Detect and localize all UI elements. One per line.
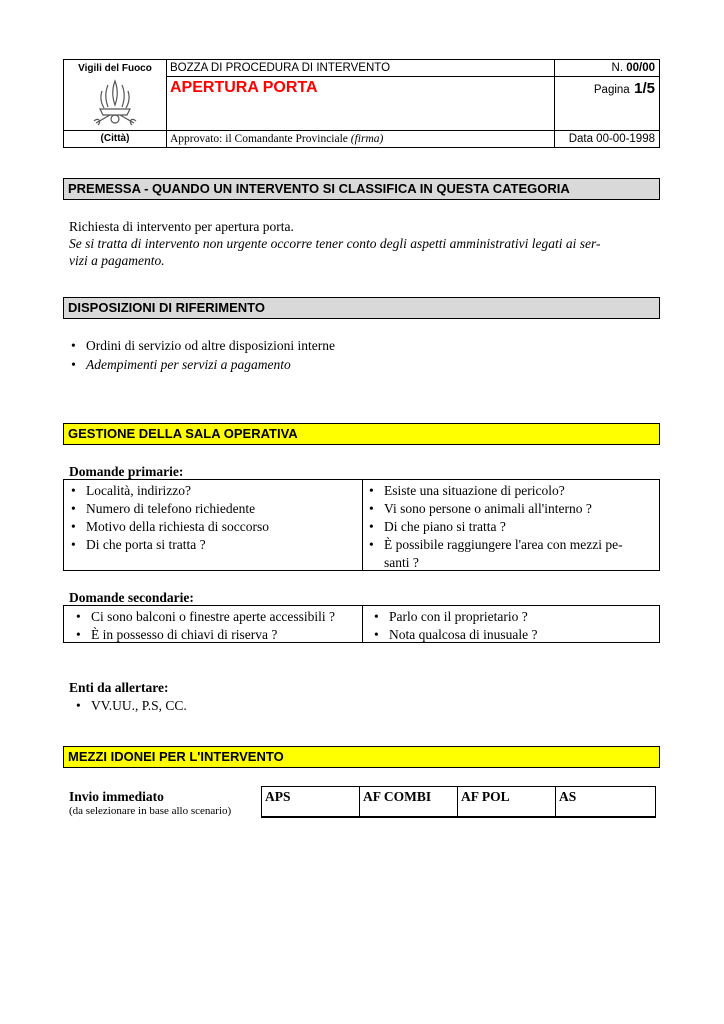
table-cell: santi ?	[384, 555, 419, 570]
primarie-table	[63, 479, 660, 571]
vehicle-cell-aps: APS	[261, 786, 360, 818]
table-cell: • Numero di telefono richiedente	[86, 500, 255, 517]
header-divider	[64, 130, 166, 131]
invio-note: (da selezionare in base allo scenario)	[69, 805, 232, 817]
header-divider	[166, 76, 659, 77]
page-label: Pagina	[593, 84, 630, 96]
doc-type: BOZZA DI PROCEDURA DI INTERVENTO	[170, 62, 391, 74]
table-divider	[362, 480, 363, 570]
doc-number-label: N.	[611, 62, 624, 74]
page-title: APERTURA PORTA	[170, 79, 318, 96]
vehicle-cell-as: AS	[555, 786, 656, 818]
doc-number	[612, 62, 655, 74]
approval-line	[170, 133, 383, 145]
header-divider	[554, 60, 555, 147]
list-item: • Adempimenti per servizi a pagamento	[86, 356, 291, 373]
table-divider	[362, 606, 363, 642]
enti-label: Enti da allertare:	[69, 680, 169, 695]
org-name: Vigili del Fuoco	[78, 63, 152, 74]
vehicle-cell-af-combi: AF COMBI	[359, 786, 458, 818]
page-value: 1/5	[634, 80, 655, 97]
premessa-line-1: Richiesta di intervento per apertura porta.	[69, 219, 294, 234]
section-mezzi-title: MEZZI IDONEI PER L'INTERVENTO	[63, 746, 660, 768]
approval-text: Approvato: il Comandante Provinciale	[170, 133, 348, 145]
page-indicator	[594, 80, 655, 98]
list-item: • VV.UU., P.S, CC.	[91, 697, 187, 714]
doc-number-value: 00/00	[626, 62, 655, 74]
primarie-label: Domande primarie:	[69, 464, 184, 479]
table-cell: • Parlo con il proprietario ?	[389, 608, 528, 625]
secondarie-table	[63, 605, 660, 643]
vehicle-cell-af-pol: AF POL	[457, 786, 556, 818]
fire-brigade-emblem-icon	[90, 77, 140, 129]
table-cell: • Ci sono balconi o finestre aperte accessibili ?	[91, 608, 335, 625]
table-cell: • Di che piano si tratta ?	[384, 518, 506, 535]
table-cell: • Località, indirizzo?	[86, 482, 191, 499]
table-cell: • Esiste una situazione di pericolo?	[384, 482, 565, 499]
approval-signature: (firma)	[350, 133, 384, 145]
section-disposizioni-title: DISPOSIZIONI DI RIFERIMENTO	[63, 297, 660, 319]
table-cell: • Nota qualcosa di inusuale ?	[389, 626, 537, 643]
invio-label: Invio immediato	[69, 789, 164, 804]
table-cell: • È possibile raggiungere l'area con mezzi pe-	[384, 536, 623, 553]
list-item: • Ordini di servizio od altre disposizioni interne	[86, 337, 335, 354]
city-label: (Città)	[100, 133, 130, 144]
section-sala-title: GESTIONE DELLA SALA OPERATIVA	[63, 423, 660, 445]
table-cell: • Motivo della richiesta di soccorso	[86, 518, 269, 535]
section-premessa-title: PREMESSA - QUANDO UN INTERVENTO SI CLASSIFICA IN QUESTA CATEGORIA	[63, 178, 660, 200]
header-divider	[166, 130, 659, 131]
table-cell: • Di che porta si tratta ?	[86, 536, 206, 553]
premessa-line-2: Se si tratta di intervento non urgente occorre tener conto degli aspetti amministrativi legati ai ser-	[69, 236, 601, 251]
header-table	[63, 59, 660, 148]
secondarie-label: Domande secondarie:	[69, 590, 194, 605]
doc-date: Data 00-00-1998	[568, 133, 655, 145]
premessa-line-3: vizi a pagamento.	[69, 253, 165, 268]
header-divider	[166, 60, 167, 147]
table-cell: • Vi sono persone o animali all'interno ?	[384, 500, 592, 517]
table-cell: • È in possesso di chiavi di riserva ?	[91, 626, 277, 643]
